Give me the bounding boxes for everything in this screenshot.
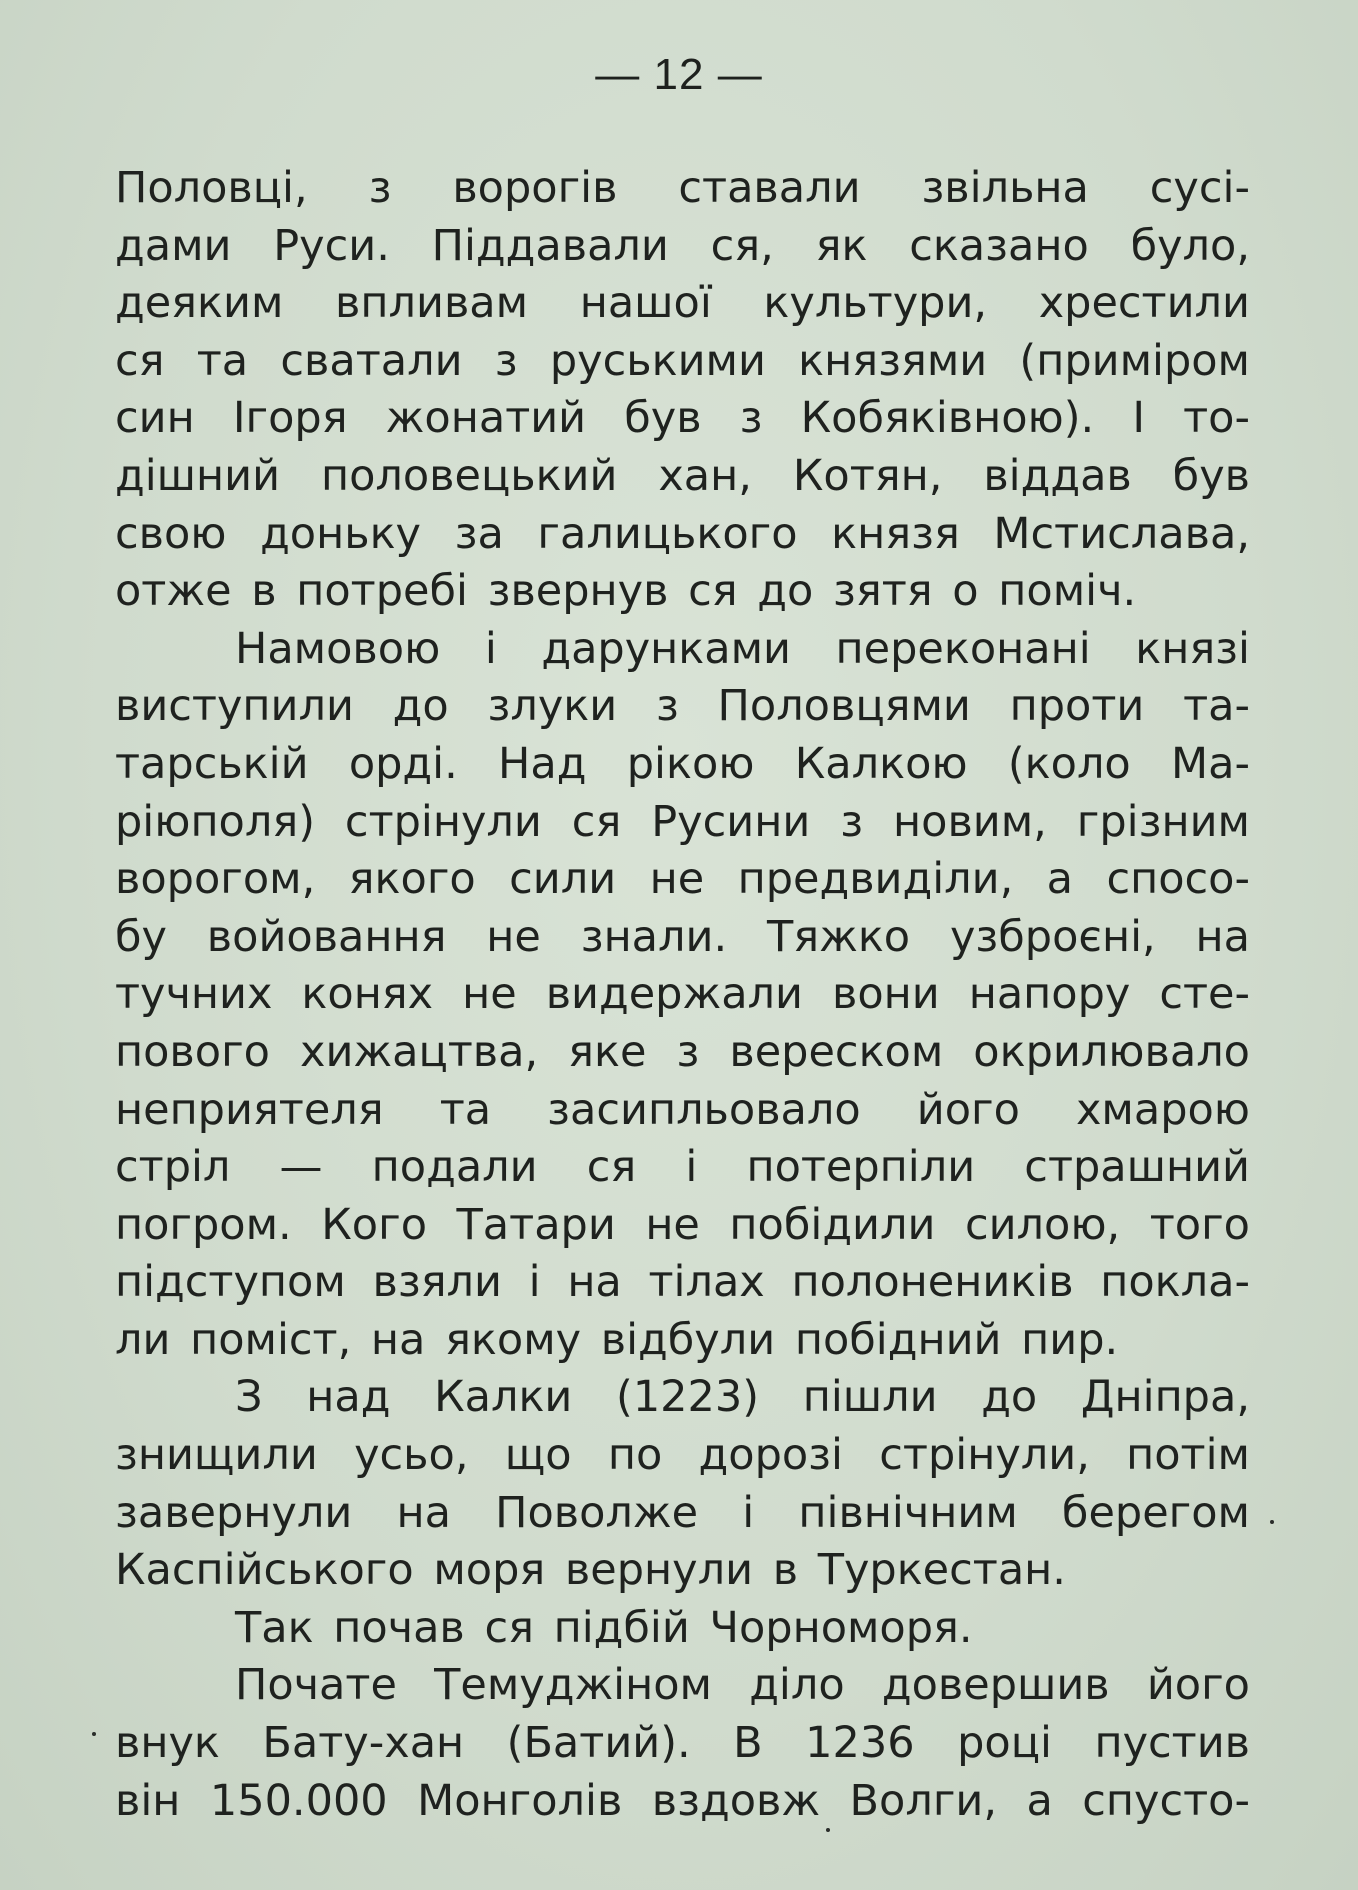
paper-speck (1270, 1520, 1274, 1524)
text-line: свою доньку за галицького князя Мстислава, (115, 508, 1250, 559)
text-line: ріюполя) стрінули ся Русини з новим, грізним (115, 796, 1250, 847)
text-line: Так почав ся підбій Чорноморя. (235, 1602, 973, 1653)
text-line: внук Бату-хан (Батий). В 1236 році пустив (115, 1718, 1250, 1769)
text-line: підступом взяли і на тілах полонеників покла- (115, 1257, 1250, 1308)
text-line: Каспійського моря вернули в Туркестан. (115, 1545, 1066, 1596)
text-line: виступили до злуки з Половцями проти та- (115, 681, 1250, 732)
text-line: стріл — подали ся і потерпіли страшний (115, 1142, 1250, 1193)
text-line: син Ігоря жонатий був з Кобяківною). І то- (115, 393, 1250, 444)
body-text (115, 160, 1250, 1830)
text-line: дішний половецький хан, Котян, віддав був (115, 450, 1250, 501)
text-line: деяким впливам нашої культури, хрестили (115, 278, 1250, 329)
text-line: ли поміст, на якому відбули побідний пир. (115, 1314, 1119, 1365)
text-line: Почате Темуджіном діло довершив його (235, 1660, 1250, 1711)
text-line: він 150.000 Монголів вздовж Волги, а спусто- (115, 1775, 1250, 1826)
text-line: отже в потребі звернув ся до зятя о поміч. (115, 566, 1137, 617)
text-line: Половці, з ворогів ставали звільна сусі- (115, 163, 1250, 213)
paper-speck (92, 1732, 96, 1736)
page-number: — 12 — (595, 50, 763, 99)
paper-speck (826, 1828, 830, 1832)
text-line: ся та сватали з руськими князями (примірoм (115, 335, 1250, 386)
text-line: бу войовання не знали. Тяжко узброєні, на (115, 911, 1250, 962)
text-line: ворогом, якого сили не предвиділи, а спосо- (115, 854, 1250, 905)
text-line: З над Калки (1223) пішли до Дніпра, (235, 1372, 1250, 1423)
text-line: тучних конях не видержали вони напору сте- (115, 969, 1250, 1020)
text-line: тарській орді. Над рікою Калкою (коло Ма- (115, 738, 1250, 789)
text-line: пового хижацтва, яке з вереском окрилювало (115, 1026, 1250, 1077)
text-line: Намовою і дарунками переконані князі (235, 623, 1250, 674)
text-line: завернули на Поволже і північним берегом (115, 1487, 1250, 1538)
text-line: погром. Кого Татари не побідили силою, того (115, 1199, 1250, 1250)
text-line: дами Руси. Піддавали ся, як сказано було, (115, 220, 1250, 271)
text-line: неприятеля та засипльовало його хмарою (115, 1084, 1250, 1135)
text-line: знищили усьо, що по дорозі стрінули, потім (115, 1430, 1250, 1481)
